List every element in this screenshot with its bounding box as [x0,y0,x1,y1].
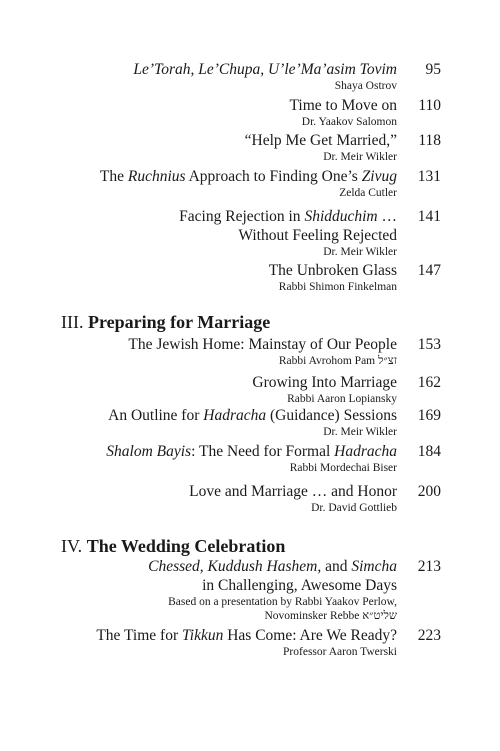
title-run: Tikkun [182,627,224,644]
page-number: 95 [425,61,441,78]
title-run: Without Feeling Rejected [238,227,397,244]
entry-title [60,482,397,501]
toc-entry [60,96,397,129]
title-run: Shalom Bayis [106,443,192,460]
page-number: 131 [417,168,441,185]
entry-author: Shaya Ostrov [334,80,397,92]
page-number: 223 [417,627,441,644]
title-run: … [377,208,397,225]
title-run: and [321,558,352,575]
entry-author: Dr. Yaakov Salomon [301,116,397,128]
title-run: Zivug [361,168,397,185]
entry-title [60,60,397,79]
entry-author: Rabbi Shimon Finkelman [278,281,397,293]
section-heading-iv [61,535,285,557]
entry-author: Dr. Meir Wikler [323,426,397,438]
entry-author: Zelda Cutler [339,187,397,199]
title-run: Simcha [351,558,397,575]
entry-title-line-1 [60,207,397,226]
toc-entry [60,60,397,93]
toc-entry [60,482,397,515]
page-number: 153 [417,336,441,353]
title-run: (Guidance) Sessions [266,407,397,424]
entry-author: Professor Aaron Twerski [283,646,397,658]
entry-author: Dr. Meir Wikler [323,246,397,258]
page-number: 147 [417,262,441,279]
title-run: in Challenging, Awesome Days [202,577,397,594]
entry-author-line-2: Novominsker Rebbe שליט״א [264,610,397,622]
title-run: The Jewish Home: Mainstay of Our People [128,336,397,353]
entry-title [60,335,397,354]
title-run: Hadracha [334,443,397,460]
section-numeral: IV. [61,536,83,556]
section-title: The Wedding Celebration [86,536,286,556]
toc-entry [60,167,397,200]
page-number: 162 [417,374,441,391]
entry-title [60,406,397,425]
page-number: 169 [417,407,441,424]
title-run: The [99,168,128,185]
title-run: Hadracha [203,407,267,424]
entry-title [60,167,397,186]
title-run: “Help Me Get Married,” [244,132,397,149]
page-number: 184 [417,443,441,460]
title-run: Has Come: Are We Ready? [223,627,397,644]
entry-title [60,261,397,280]
page-number: 200 [417,483,441,500]
section-title: Preparing for Marriage [87,312,271,332]
page-number: 118 [418,132,441,149]
page-number: 141 [417,208,441,225]
entry-author: Rabbi Avrohom Pam זצ״ל [278,355,397,367]
entry-author: Dr. Meir Wikler [323,151,397,163]
title-run: The Unbroken Glass [268,262,397,279]
entry-title-line-2 [60,576,397,595]
title-run: Growing Into Marriage [252,374,397,391]
toc-entry [60,373,397,406]
entry-title [60,131,397,150]
page-number: 110 [418,97,441,114]
title-run: : The Need for Formal [191,443,335,460]
entry-author: Dr. David Gottlieb [311,502,397,514]
toc-entry [60,406,397,439]
section-numeral: III. [61,312,84,332]
entry-title-line-1 [60,557,397,576]
title-run: An Outline for [108,407,204,424]
section-heading-iii [61,311,270,333]
title-run: Chessed, Kuddush Hashem, [148,558,322,575]
entry-author-line-1: Based on a presentation by Rabbi Yaakov Perlow, [168,596,397,608]
title-run: Facing Rejection in [179,208,305,225]
title-run: Time to Move on [289,97,397,114]
toc-entry [60,557,397,623]
toc-entry [60,131,397,164]
toc-entry [60,207,397,259]
title-run: Ruchnius [127,168,186,185]
entry-title [60,626,397,645]
entry-title [60,96,397,115]
entry-title [60,373,397,392]
title-run: Love and Marriage … and Honor [189,483,397,500]
title-run: Approach to Finding One’s [185,168,362,185]
entry-author: Rabbi Aaron Lopiansky [287,393,397,405]
entry-title-line-2 [60,226,397,245]
toc-entry [60,335,397,368]
title-run: The Time for [96,627,182,644]
page-number: 213 [417,558,441,575]
toc-entry [60,626,397,659]
entry-author: Rabbi Mordechai Biser [289,462,397,474]
title-run: Le’Torah, Le’Chupa, U’le’Ma’asim Tovim [133,61,397,78]
toc-entry [60,442,397,475]
entry-title [60,442,397,461]
toc-entry [60,261,397,294]
title-run: Shidduchim [304,208,378,225]
